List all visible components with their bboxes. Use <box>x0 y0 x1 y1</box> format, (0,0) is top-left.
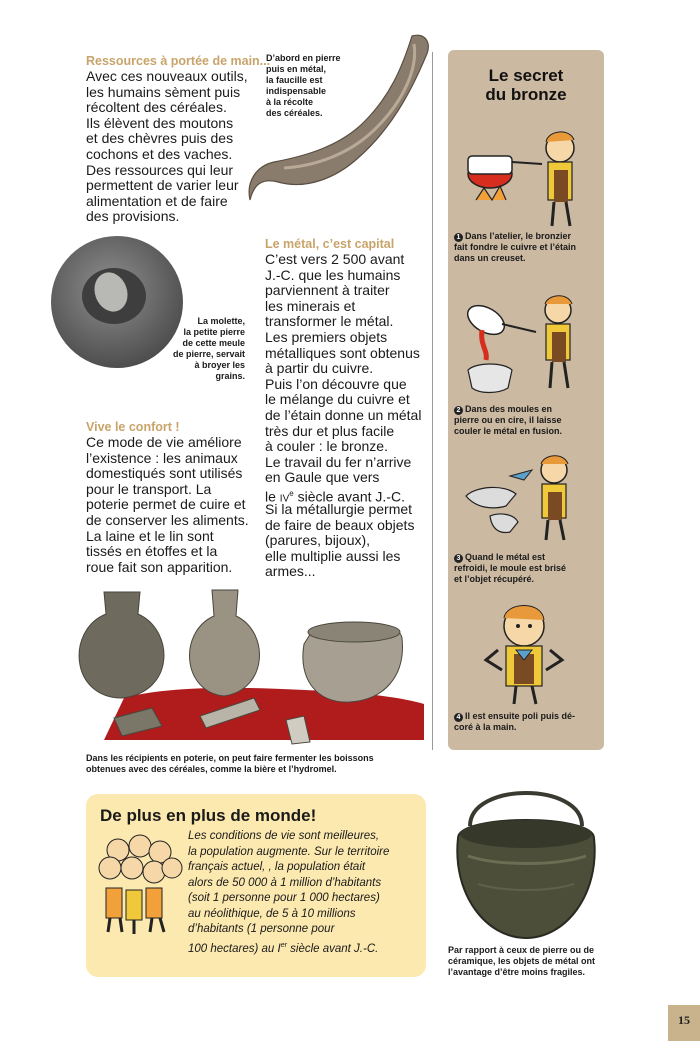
step-1-number: 1 <box>454 233 463 242</box>
step-1 <box>454 231 602 264</box>
ressources-text: Avec ces nouveaux outils, les humains sèment puis récoltent des céréales. Ils élèvent des moutons et des chèvres puis des cochons et des vaches. Des ressources qui leur permettent de varier leur alimentation et de faire des provisions. <box>86 68 248 225</box>
faucille-caption: D’abord en pierre puis en métal, la faucille est indispensable à la récolte des céréales. <box>266 53 341 118</box>
step4-illustration <box>476 598 586 706</box>
step-4 <box>454 711 602 733</box>
pottery-image <box>64 580 432 750</box>
step1-illustration <box>462 122 590 232</box>
population-text-main: Les conditions de vie sont meilleures, la population augmente. Sur le territoire français actuel, , la population était alors de 50 000 à 1 million d’habitants (soit 1 personne pour 1 000 hectares) au néolithique, de 5 à 10 millions d’habitants (1 personne pour 100 hectares) au I <box>188 830 390 955</box>
population-title: De plus en plus de monde! <box>100 806 317 825</box>
metal-century-sup: e <box>289 489 294 498</box>
page-number: 15 <box>668 1005 700 1041</box>
step-2 <box>454 404 602 437</box>
confort-heading: Vive le confort ! <box>86 420 180 434</box>
step-3-text: Quand le métal est refroidi, le moule est brisé et l’objet récupéré. <box>454 552 567 584</box>
step3-illustration <box>462 450 590 542</box>
bronze-sidebar-title: Le secret du bronze <box>485 66 567 104</box>
step-2-text: Dans des moules en pierre ou en cire, il laisse couler le métal en fusion. <box>454 404 563 436</box>
metal-text-century-post: siècle avant J.-C. <box>293 488 405 505</box>
population-text-sup: er <box>280 941 287 949</box>
confort-text: Ce mode de vie améliore l’existence : les animaux domestiqués sont utilisés pour le transport. La poterie permet de cuire et de conserver les aliments. La laine et le lin sont tissés en étoffes et la roue fait son apparition. <box>86 434 249 575</box>
poterie-caption: Dans les récipients en poterie, on peut faire fermenter les boissons obtenues avec des céréales, comme la bière et l’hydromel. <box>86 753 374 774</box>
metal-text-century-pre: le <box>265 488 280 505</box>
metal-heading: Le métal, c’est capital <box>265 237 395 251</box>
metal-century-numeral: iv <box>279 488 290 505</box>
column-divider <box>432 52 433 750</box>
crowd-illustration <box>96 828 184 938</box>
sickle-image <box>240 30 435 205</box>
population-text <box>188 829 424 957</box>
chaudron-caption: Par rapport à ceux de pierre ou de céramique, les objets de métal ont l’avantage d’être moins fragiles. <box>448 945 596 977</box>
metal-text: C’est vers 2 500 avant J.-C. que les humains parviennent à traiter les minerais et transformer le métal. Les premiers objets métalliques sont obtenus à partir du cuivre. Puis l’on découvre que le mélange du cuivre et de l’étain donne un métal très dur et plus facile à couler : le bronze. Le travail du fer n’arrive en Gaule que vers <box>265 251 422 486</box>
step-4-number: 4 <box>454 713 463 722</box>
metal-text-end: Si la métallurgie permet de faire de beaux objets (parures, bijoux), elle multiplie aussi les armes... <box>265 501 415 580</box>
molette-caption: La molette, la petite pierre de cette meule de pierre, servait à broyer les grains. <box>172 316 245 381</box>
step-2-number: 2 <box>454 406 463 415</box>
cauldron-image <box>448 774 604 942</box>
population-text-end: siècle avant J.-C. <box>286 942 379 955</box>
step-3-number: 3 <box>454 554 463 563</box>
step-1-text: Dans l’atelier, le bronzier fait fondre le cuivre et l’étain dans un creuset. <box>454 231 577 263</box>
step-3 <box>454 552 602 585</box>
ressources-heading: Ressources à portée de main... <box>86 54 271 68</box>
step2-illustration <box>462 290 590 402</box>
step-4-text: Il est ensuite poli puis dé- coré à la main. <box>454 711 576 732</box>
